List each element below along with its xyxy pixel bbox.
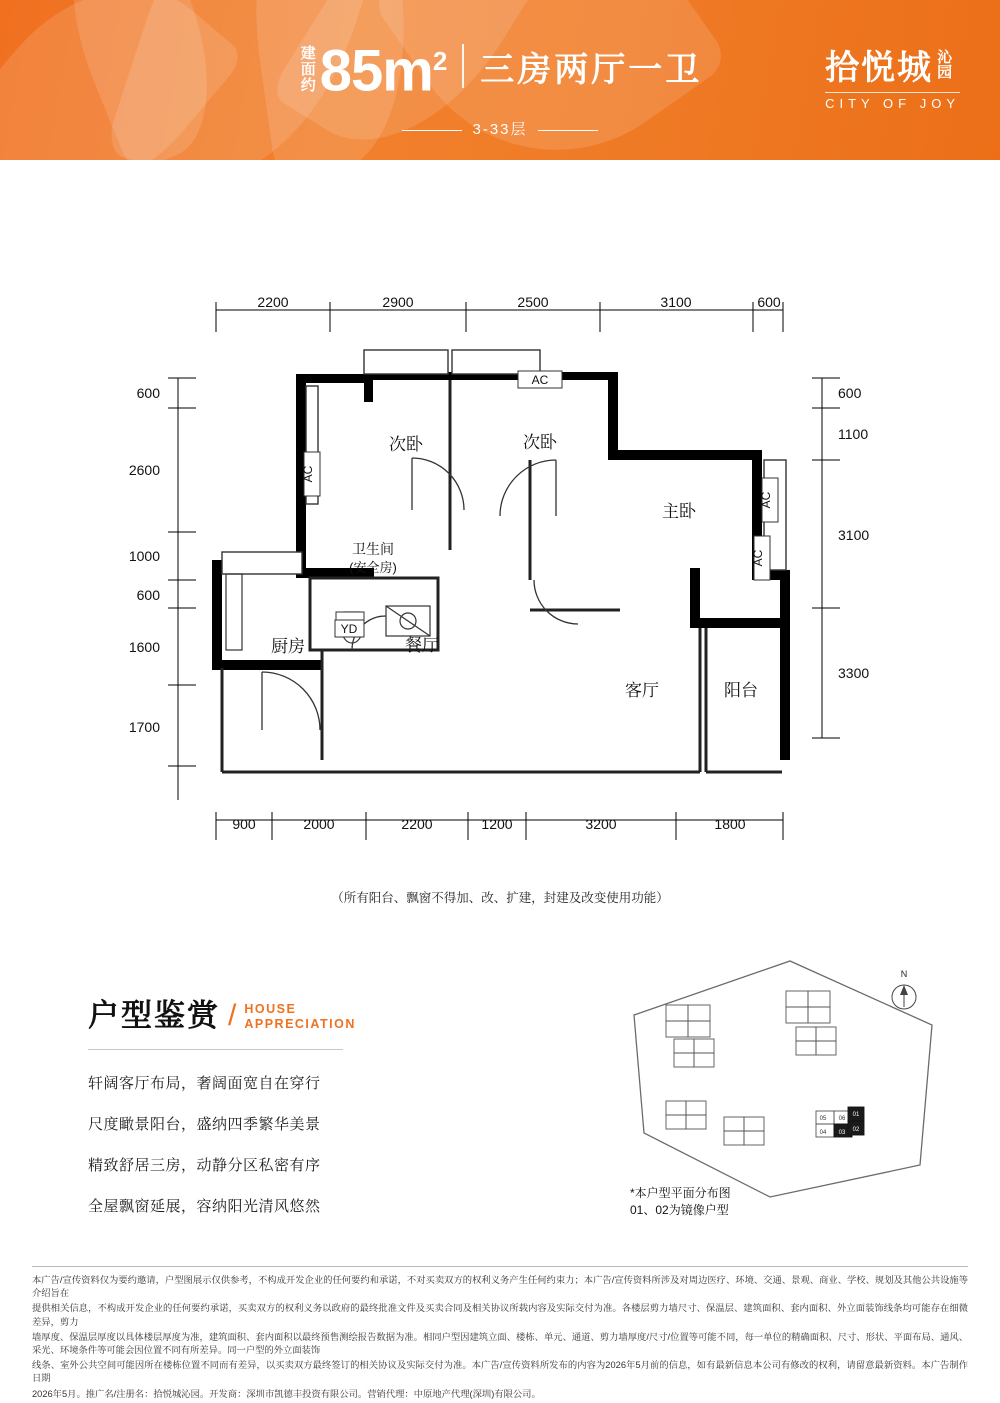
- dim-left-4: 1600: [128, 639, 160, 655]
- room-label-living: 客厅: [625, 681, 659, 700]
- site-map-note-line1: *本户型平面分布图: [630, 1186, 731, 1200]
- ac-tag-label-3: AC: [759, 491, 773, 509]
- appreciation-item: 尺度瞰景阳台，盛纳四季繁华美景: [88, 1116, 321, 1133]
- dim-bottom-4: 3200: [585, 816, 617, 832]
- dim-top-1: 2900: [382, 294, 414, 310]
- dim-top-3: 3100: [660, 294, 692, 310]
- appreciation-item: 轩阔客厅布局，奢阔面宽自在穿行: [88, 1075, 321, 1092]
- floor-range: [0, 118, 1000, 139]
- brand-sub-top: 沁: [937, 48, 955, 66]
- footer-line: 本广告/宣传资料仅为要约邀请，户型图展示仅供参考，不构成开发企业的任何要约和承诺，不对买卖双方的权利义务产生任何约束力；本广告/宣传资料所涉及对周边医疗、环境、交通、景观、商业、学校、规划及其他公共设施等介绍旨在: [32, 1275, 968, 1299]
- site-distribution-map: [620, 955, 940, 1205]
- equipment-tags: [301, 371, 778, 637]
- title-block: [298, 32, 703, 104]
- dim-left-5: 1700: [128, 719, 160, 735]
- footer-line: 墙厚度、保温层厚度以具体楼层厚度为准，建筑面积、套内面积以最终预售测绘报告数据为准。相同户型因建筑立面、楼栋、单元、通道、剪力墙厚度/尺寸/位置等可能不同，每一单位的精确面积、尺寸、形状、平面布局、通风、采光、环境条件等可能会因位置不同有所差异。同一户型的外立面装饰: [32, 1331, 968, 1356]
- compass-label: N: [900, 969, 908, 979]
- unit-label-03: 03: [838, 1130, 846, 1136]
- unit-label-02: 02: [852, 1127, 860, 1133]
- floor-range-label: 3-33层: [472, 121, 528, 138]
- dim-left-3: 600: [136, 587, 160, 603]
- floor-plan: [0, 160, 1000, 832]
- highlighted-unit: [816, 1107, 864, 1137]
- room-label-bathroom-sub: (安全房): [349, 560, 397, 575]
- site-map-note: [630, 1185, 731, 1219]
- unit-label-05: 05: [819, 1116, 827, 1122]
- yd-tag-label: YD: [340, 622, 358, 636]
- site-map-svg: [620, 955, 940, 1205]
- appreciation-title-en-line2: APPRECIATION: [244, 1017, 356, 1031]
- dash-right: [538, 130, 598, 131]
- dim-right-0: 600: [838, 385, 862, 401]
- appreciation-title-cn: 户型鉴赏: [88, 998, 220, 1033]
- unit-label-06: 06: [838, 1116, 846, 1122]
- page-header: [0, 0, 1000, 160]
- room-labels: [271, 432, 758, 700]
- footer-divider: [32, 1266, 968, 1267]
- dim-bottom-0: 900: [232, 816, 256, 832]
- brand-sub-bottom: 园: [937, 63, 955, 81]
- brand-sub-cn: [937, 50, 954, 80]
- appreciation-list: [88, 1072, 518, 1216]
- brand-logo: [825, 40, 960, 111]
- appreciation-title-en-line1: HOUSE: [244, 1002, 297, 1016]
- brand-name-cn: 拾悦城: [825, 49, 934, 87]
- appreciation-divider: [88, 1049, 343, 1050]
- dim-top-2: 2500: [517, 294, 549, 310]
- footer-line: 线条、室外公共空间可能因所在楼栋位置不同而有差异，以买卖双方最终签订的相关协议及实际交付为准。本广告/宣传资料所发布的内容为2026年5月前的信息，如有最新信息本公司有修改的权利，请留意最新资料。本广告制作日期: [32, 1360, 968, 1384]
- room-label-bedroom2a: 次卧: [389, 435, 423, 454]
- footer-line: 2026年5月。推广名/注册名：拾悦城沁园。开发商：深圳市凯德丰投资有限公司。营销代理：中原地产代理(深圳)有限公司。: [32, 1388, 541, 1399]
- plan-disclaimer: （所有阳台、飘窗不得加、改、扩建，封建及改变使用功能）: [331, 891, 669, 905]
- appreciation-item: 精致舒居三房，动静分区私密有序: [88, 1157, 321, 1174]
- site-boundary: [634, 961, 932, 1197]
- legal-footer: [0, 1258, 1000, 1403]
- dim-left-0: 600: [136, 385, 160, 401]
- dim-bottom-5: 1800: [714, 816, 746, 832]
- dim-top-4: 600: [757, 294, 781, 310]
- unit-label-01: 01: [852, 1112, 860, 1118]
- dim-top-0: 2200: [257, 294, 289, 310]
- dim-bottom-2: 2200: [401, 816, 433, 832]
- brand-name-en: CITY OF JOY: [825, 92, 960, 111]
- appreciation-section: [88, 990, 518, 1236]
- layout-label: 三房两厅一卫: [480, 50, 703, 89]
- dim-bottom-1: 2000: [303, 816, 335, 832]
- compass-icon: [892, 969, 916, 1009]
- dim-right-2: 3100: [838, 527, 870, 543]
- room-label-master: 主卧: [662, 502, 696, 521]
- dim-right-3: 3300: [838, 665, 870, 681]
- room-label-kitchen: 厨房: [271, 637, 305, 656]
- area-unit-exponent: 2: [432, 46, 447, 76]
- title-divider: [462, 44, 464, 88]
- appreciation-item: 全屋飘窗延展，容纳阳光清风悠然: [88, 1198, 321, 1215]
- area-value: [319, 32, 447, 104]
- ac-tag-label-2: AC: [301, 465, 315, 483]
- room-label-bathroom: 卫生间: [352, 541, 394, 557]
- dash-left: [402, 130, 462, 131]
- title-slash: /: [228, 999, 237, 1032]
- site-map-note-line2: 01、02为镜像户型: [630, 1203, 729, 1217]
- ac-tag-label-4: AC: [751, 549, 765, 567]
- room-label-bedroom2b: 次卧: [523, 433, 557, 452]
- ac-tag-label: AC: [531, 373, 549, 387]
- unit-label-04: 04: [819, 1130, 827, 1136]
- room-label-balcony: 阳台: [724, 681, 758, 700]
- dim-bottom-3: 1200: [481, 816, 513, 832]
- dim-right-1: 1100: [838, 426, 869, 442]
- area-prefix-label: 建面约: [298, 45, 316, 94]
- appreciation-title-en: [244, 1002, 356, 1035]
- dim-left-2: 1000: [128, 548, 160, 564]
- room-label-dining: 餐厅: [405, 636, 439, 655]
- site-buildings: [666, 991, 836, 1145]
- footer-line: 提供相关信息，不构成开发企业的任何要约承诺，买卖双方的权利义务以政府的最终批准文件及买卖合同及相关协议所载内容及实际交付为准。各楼层剪力墙尺寸、保温层、建筑面积、套内面积、外立面装饰线条均可能存在细微差异，剪力: [32, 1303, 968, 1327]
- floor-plan-svg: [0, 160, 1000, 832]
- dim-left-1: 2600: [128, 462, 160, 478]
- area-number: 85m: [319, 38, 433, 104]
